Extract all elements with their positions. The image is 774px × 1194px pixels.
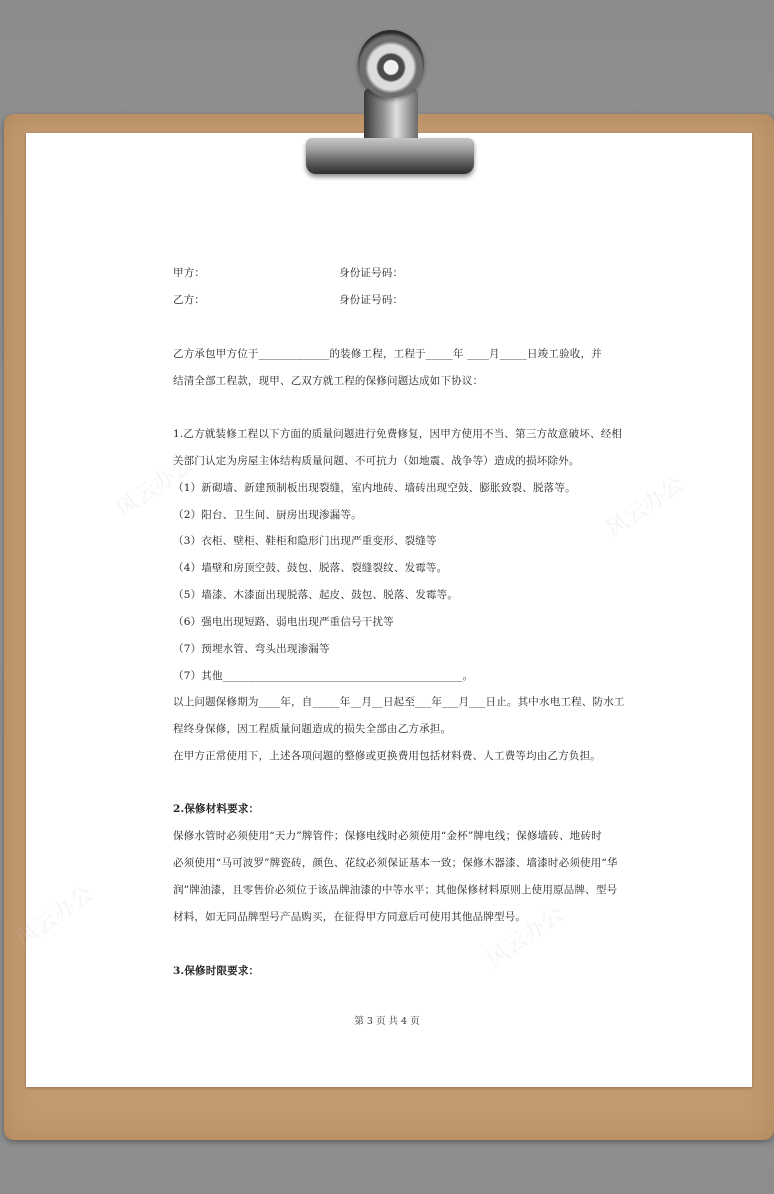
- section1-item: （1）新砌墙、新建预制板出现裂缝，室内地砖、墙砖出现空鼓、膨胀致裂、脱落等。: [173, 482, 576, 494]
- party-b-label: 乙方：: [173, 294, 206, 306]
- party-a-id-label: 身份证号码：: [339, 267, 404, 279]
- section2-line-3: 润”牌油漆，且零售价必须位于该品牌油漆的中等水平；其他保修材料原则上使用原品牌、型号: [173, 884, 618, 896]
- section2-title: 2.保修材料要求：: [173, 803, 260, 815]
- party-a-row: [173, 265, 404, 280]
- watermark: 风云办公: [481, 901, 569, 973]
- section1-item: （7）其他____________________________________________。: [173, 670, 474, 682]
- watermark: 风云办公: [601, 471, 689, 543]
- warranty-line-1: 以上问题保修期为____年，自_____年__月__日起至___年___月___日止。其中水电工程、防水工: [173, 696, 625, 708]
- page-number: 第 3 页 共 4 页: [354, 1016, 420, 1027]
- watermark: 风云办公: [111, 451, 199, 523]
- section2-line-1: 保修水管时必须使用“天力”牌管件；保修电线时必须使用“金杯”牌电线；保修墙砖、地砖时: [173, 830, 602, 842]
- section1-item: （7）预埋水管、弯头出现渗漏等: [173, 643, 330, 655]
- binder-clip-ring: [358, 30, 424, 98]
- section1-line-2: 关部门认定为房屋主体结构质量问题、不可抗力（如地震、战争等）造成的损坏除外。: [173, 455, 580, 467]
- section1-item: （3）衣柜、壁柜、鞋柜和隐形门出现严重变形、裂缝等: [173, 535, 437, 547]
- binder-clip: [306, 138, 474, 174]
- section2-line-2: 必须使用“马可波罗”牌瓷砖，颜色、花纹必须保证基本一致；保修木器漆、墙漆时必须使用“华: [173, 857, 618, 869]
- section1-item: （6）强电出现短路、弱电出现严重信号干扰等: [173, 616, 394, 628]
- warranty-line-2: 程终身保修，因工程质量问题造成的损失全部由乙方承担。: [173, 723, 452, 735]
- watermark: 风云办公: [11, 881, 99, 953]
- intro-line-1: 乙方承包甲方位于_____________的装修工程，工程于_____年 ____月_____日竣工验收，并: [173, 348, 602, 360]
- section3-title: 3.保修时限要求：: [173, 965, 260, 977]
- section1-item: （2）阳台、卫生间、厨房出现渗漏等。: [173, 509, 362, 521]
- party-a-label: 甲方：: [173, 267, 206, 279]
- section1-item: （5）墙漆、木漆面出现脱落、起皮、鼓包、脱落、发霉等。: [173, 589, 459, 601]
- intro-line-2: 结清全部工程款，现甲、乙双方就工程的保修问题达成如下协议：: [173, 375, 484, 387]
- section1-line-1: 1.乙方就装修工程以下方面的质量问题进行免费修复，因甲方使用不当、第三方故意破坏、经相: [173, 428, 623, 440]
- warranty-line-3: 在甲方正常使用下，上述各项问题的整修或更换费用包括材料费、人工费等均由乙方负担。: [173, 750, 601, 762]
- section2-line-4: 材料，如无同品牌型号产品购买，在征得甲方同意后可使用其他品牌型号。: [173, 911, 527, 923]
- section1-item: （4）墙壁和房顶空鼓、鼓包、脱落、裂缝裂纹、发霉等。: [173, 562, 448, 574]
- party-b-row: [173, 292, 404, 307]
- party-b-id-label: 身份证号码：: [339, 294, 404, 306]
